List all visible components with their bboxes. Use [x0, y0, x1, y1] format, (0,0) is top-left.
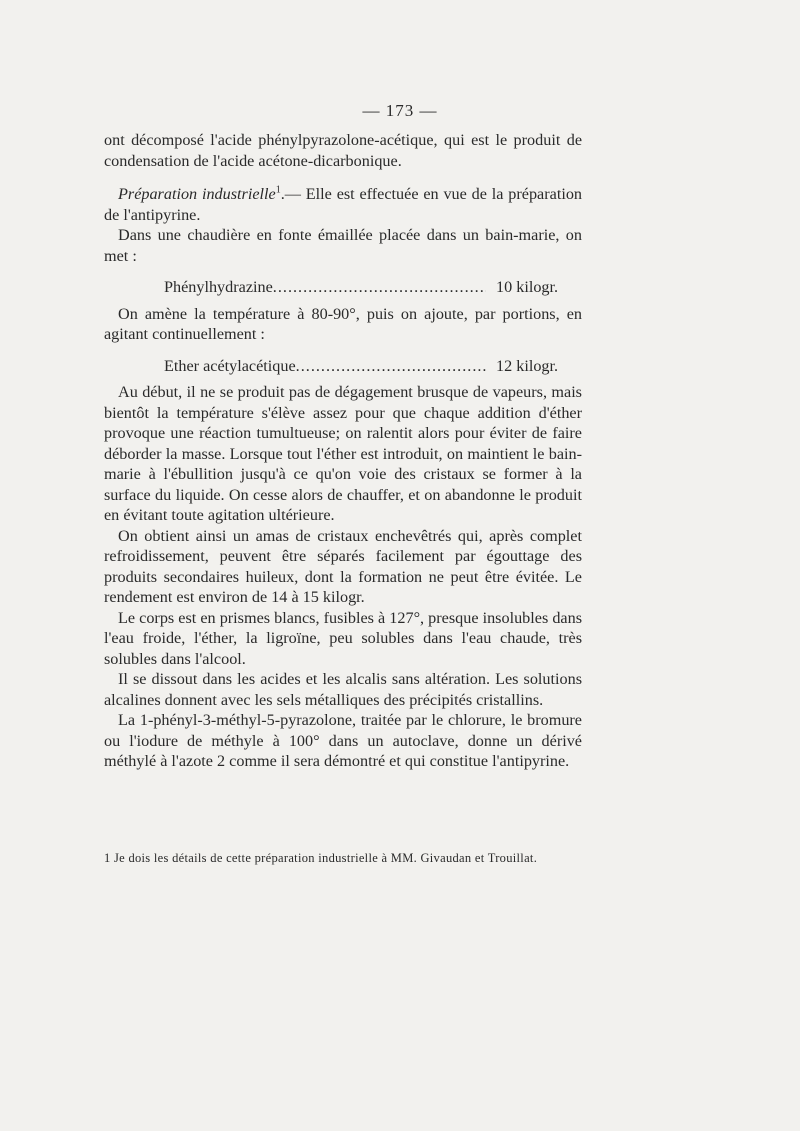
leader-dots	[273, 277, 486, 298]
section-heading: Préparation industrielle	[118, 185, 276, 203]
paragraph-4: On amène la température à 80-90°, puis on ajoute, par portions, en agitant continuellement :	[104, 304, 582, 343]
ingredient-name: Phénylhydrazine	[164, 278, 273, 296]
ingredient-quantity: 10 kilogr.	[496, 278, 559, 296]
recipe-line-2	[104, 356, 582, 377]
paragraph-1: ont décomposé l'acide phénylpyrazolone-acétique, qui est le produit de condensation de l'acide acétone-dicarbonique.	[104, 131, 582, 170]
ingredient-name: Ether acétylacétique	[164, 356, 296, 375]
recipe-line-1	[104, 277, 582, 298]
paragraph-5: Au début, il ne se produit pas de dégagement brusque de vapeurs, mais bientôt la température s'élève assez pour que chaque addition d'éther provoque une réaction tumultueuse; on ralentit alors pour éviter de faire déborder la masse. Lorsque tout l'éther est introduit, on maintient le bain-marie à l'ébullition jusqu'à ce qu'on voie des cristaux se former à la surface du liquide. On cesse alors de chauffer, et on abandonne le produit en évitant toute agitation ultérieure.	[104, 383, 582, 524]
paragraph-2	[104, 184, 582, 225]
body-text	[104, 130, 582, 772]
paragraph-8: Il se dissout dans les acides et les alcalis sans altération. Les solutions alcalines donnent avec les sels métalliques des précipités cristallins.	[104, 670, 582, 709]
paragraph-2-text: .— Elle est effectuée en vue de la préparation de l'antipyrine.	[104, 185, 583, 224]
paragraph-6: On obtient ainsi un amas de cristaux enchevêtrés qui, après complet refroidissement, peuvent être séparés facilement par égouttage des produits secondaires huileux, dont la formation ne peut être évitée. Le rendement est environ de 14 à 15 kilogr.	[104, 526, 582, 606]
footnote	[104, 850, 582, 867]
paragraph-3: Dans une chaudière en fonte émaillée placée dans un bain-marie, on met :	[104, 226, 582, 265]
paragraph-7: Le corps est en prismes blancs, fusibles à 127°, presque insolubles dans l'eau froide, l'éther, la ligroïne, peu solubles dans l'eau chaude, très solubles dans l'alcool.	[104, 608, 582, 668]
ingredient-quantity: 12 kilogr.	[496, 356, 559, 375]
footnote-mark: 1	[104, 851, 111, 865]
paragraph-9: La 1-phényl-3-méthyl-5-pyrazolone, traitée par le chlorure, le bromure ou l'iodure de méthyle à 100° dans un autoclave, donne un dérivé méthylé à l'azote 2 comme il sera démontré et qui constitue l'antipyrine.	[104, 711, 582, 770]
page-number: — 173 —	[362, 101, 438, 120]
leader-dots	[296, 356, 486, 377]
footnote-text: Je dois les détails de cette préparation industrielle à MM. Givaudan et Trouillat.	[114, 851, 538, 865]
footnote-ref: 1	[275, 184, 281, 196]
